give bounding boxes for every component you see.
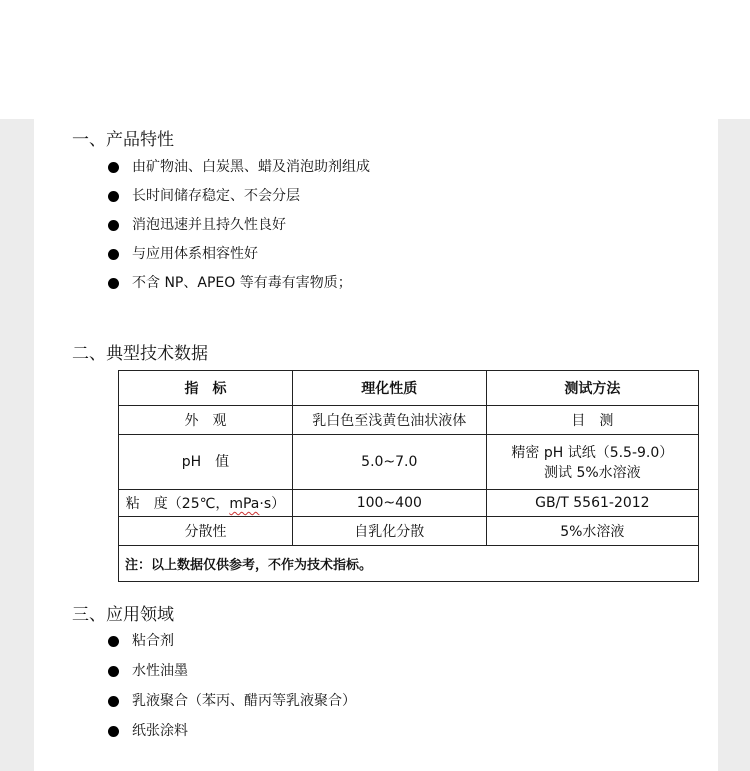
list-item: 不含 NP、APEO 等有毒有害物质；: [108, 269, 370, 298]
left-gutter: [0, 119, 34, 771]
list-item: 由矿物油、白炭黑、蜡及消泡助剂组成: [108, 153, 370, 182]
table-note-row: [119, 546, 699, 582]
cell-method: 5%水溶液: [486, 517, 698, 546]
cell-value: 自乳化分散: [292, 517, 486, 546]
spec-table: [118, 370, 699, 582]
cell-method: 目 测: [486, 406, 698, 435]
table-header-row: [119, 371, 699, 406]
section-heading-applications: 三、应用领域: [72, 605, 174, 625]
list-item: 乳液聚合（苯丙、醋丙等乳液聚合）: [108, 686, 356, 716]
table-row: [119, 517, 699, 546]
bullet-icon: [108, 278, 119, 289]
list-item: 粘合剂: [108, 626, 356, 656]
cell-name: 分散性: [119, 517, 293, 546]
list-item: 水性油墨: [108, 656, 356, 686]
list-item: 纸张涂料: [108, 716, 356, 746]
section-heading-features: 一、产品特性: [72, 130, 174, 150]
bullet-icon: [108, 726, 119, 737]
cell-name: 外 观: [119, 406, 293, 435]
section-heading-specs: 二、典型技术数据: [72, 344, 208, 364]
cell-value: 100~400: [292, 490, 486, 517]
list-item: 长时间储存稳定、不会分层: [108, 182, 370, 211]
table-note: 注：以上数据仅供参考，不作为技术指标。: [119, 546, 699, 582]
method-line: 测试 5%水溶液: [544, 465, 641, 481]
table-row: [119, 490, 699, 517]
applications-list: [108, 626, 356, 746]
method-line: 精密 pH 试纸（5.5-9.0）: [511, 445, 674, 461]
table-row: [119, 435, 699, 490]
cell-method: GB/T 5561-2012: [486, 490, 698, 517]
features-list: [108, 153, 370, 298]
list-item: 与应用体系相容性好: [108, 240, 370, 269]
bullet-icon: [108, 191, 119, 202]
bullet-icon: [108, 220, 119, 231]
bullet-icon: [108, 666, 119, 677]
cell-method: [486, 435, 698, 490]
right-gutter: [718, 119, 750, 771]
bullet-icon: [108, 636, 119, 647]
cell-name: pH 值: [119, 435, 293, 490]
cell-value: 乳白色至浅黄色油状液体: [292, 406, 486, 435]
header-cell-method: 测试方法: [486, 371, 698, 406]
bullet-icon: [108, 162, 119, 173]
header-cell-property: 理化性质: [292, 371, 486, 406]
cell-name: 粘 度（25℃，mPa·s）: [119, 490, 293, 517]
unit-text: mPa: [229, 496, 260, 512]
cell-value: 5.0~7.0: [292, 435, 486, 490]
table-row: [119, 406, 699, 435]
bullet-icon: [108, 249, 119, 260]
bullet-icon: [108, 696, 119, 707]
list-item: 消泡迅速并且持久性良好: [108, 211, 370, 240]
header-cell-indicator: 指 标: [119, 371, 293, 406]
